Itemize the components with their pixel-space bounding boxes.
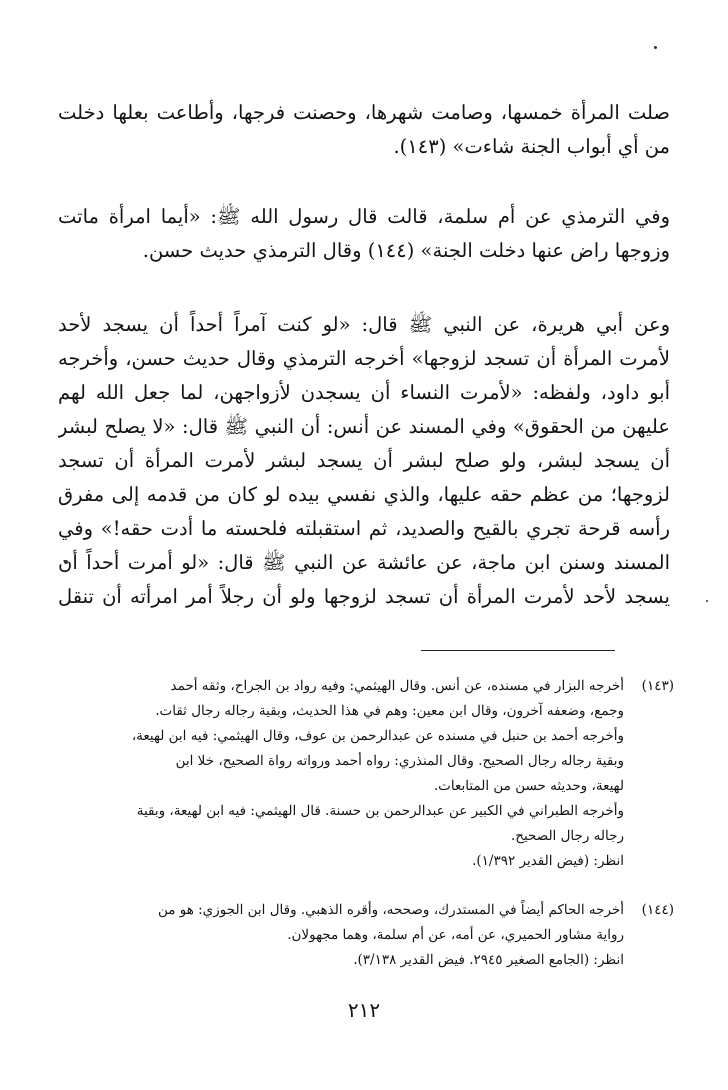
text-line: المسند وسنن ابن ماجة، عن عائشة عن النبي ﷺ قال: «لو أمرت أحداً أن [58,551,670,574]
footnote-line: أخرجه البزار في مسنده، عن أنس. وقال الهيثمي: وفيه رواد بن الجراح، وثقه أحمد [170,678,624,694]
footnote-line: انظر: (الجامع الصغير ٢٩٤٥. فيض القدير ٣/١٣٨). [353,952,624,968]
text-line: أن يسجد لبشر، ولو صلح لبشر أن يسجد لبشر لأمرت المرأة أن تسجد [58,449,670,472]
text-line: لأمرت المرأة أن تسجد لزوجها» أخرجه الترمذي وقال حديث حسن، وأخرجه [58,347,670,370]
footnote-line: وبقية رجاله رجال الصحيح. وقال المنذري: رواه أحمد ورواته رواة الصحيح، خلا ابن [175,753,624,769]
text-line: من أي أبواب الجنة شاءت» (١٤٣). [393,135,670,158]
text-line: يسجد لأحد لأمرت المرأة أن تسجد لزوجها ولو أن رجلاً أمر امرأته أن تنقل [58,585,670,608]
page-number: ٢١٢ [347,998,381,1022]
text-line: رأسه قرحة تجري بالقيح والصديد، ثم استقبلته فلحسته ما أدت حقه!» وفي [58,517,670,540]
text-line: وعن أبي هريرة، عن النبي ﷺ قال: «لو كنت آمراً أحداً أن يسجد لأحد [58,313,670,336]
footnote-line: رواية مشاور الحميري، عن أمه، عن أم سلمة، وهما مجهولان. [287,927,624,943]
footnote-line: انظر: (فيض القدير ١/٣٩٢). [472,853,624,869]
footnote-line: وأخرجه الطبراني في الكبير عن عبدالرحمن بن حسنة. قال الهيثمي: فيه ابن لهيعة، وبقية [136,803,624,819]
footnote-line: وجمع، وضعفه آخرون، وقال ابن معين: وهم في هذا الحديث، وبقية رجاله رجال ثقات. [155,703,624,719]
footnote-143 [64,674,674,874]
footnote-144 [64,898,674,973]
paragraph-3 [58,308,670,614]
paragraph-1 [58,96,670,164]
scan-speck [654,46,657,49]
footnote-separator [421,650,615,651]
text-line: أبو داود، ولفظه: «لأمرت النساء أن يسجدن لأزواجهن، لما جعل الله لهم [58,381,670,404]
text-line: وفي الترمذي عن أم سلمة، قالت قال رسول الله ﷺ: «أيما امرأة ماتت [58,205,670,228]
scan-speck [706,600,708,602]
footnote-body [64,898,624,973]
text-line: عليهن من الحقوق» وفي المسند عن أنس: أن النبي ﷺ قال: «لا يصلح لبشر [58,415,670,438]
footnote-number: (١٤٣) [641,678,674,694]
text-line: صلت المرأة خمسها، وصامت شهرها، وحصنت فرجها، وأطاعت بعلها دخلت [58,101,670,124]
text-line: وزوجها راض عنها دخلت الجنة» (١٤٤) وقال الترمذي حديث حسن. [142,239,670,262]
paragraph-2 [58,200,670,268]
footnote-line: أخرجه الحاكم أيضاً في المستدرك، وصححه، وأقره الذهبي. وقال ابن الجوزي: هو من [157,902,624,918]
footnote-line: لهيعة، وحديثه حسن من المتابعات. [433,778,624,794]
footnote-body [64,674,624,874]
footnote-line: وأخرجه أحمد بن حنبل في مسنده عن عبدالرحمن بن عوف، وقال الهيثمي: فيه ابن لهيعة، [131,728,624,744]
text-line: لزوجها؛ من عظم حقه عليها، والذي نفسي بيده لو كان من قدمه إلى مفرق [58,483,670,506]
footnote-number: (١٤٤) [641,902,674,918]
footnote-line: رجاله رجال الصحيح. [510,828,624,844]
